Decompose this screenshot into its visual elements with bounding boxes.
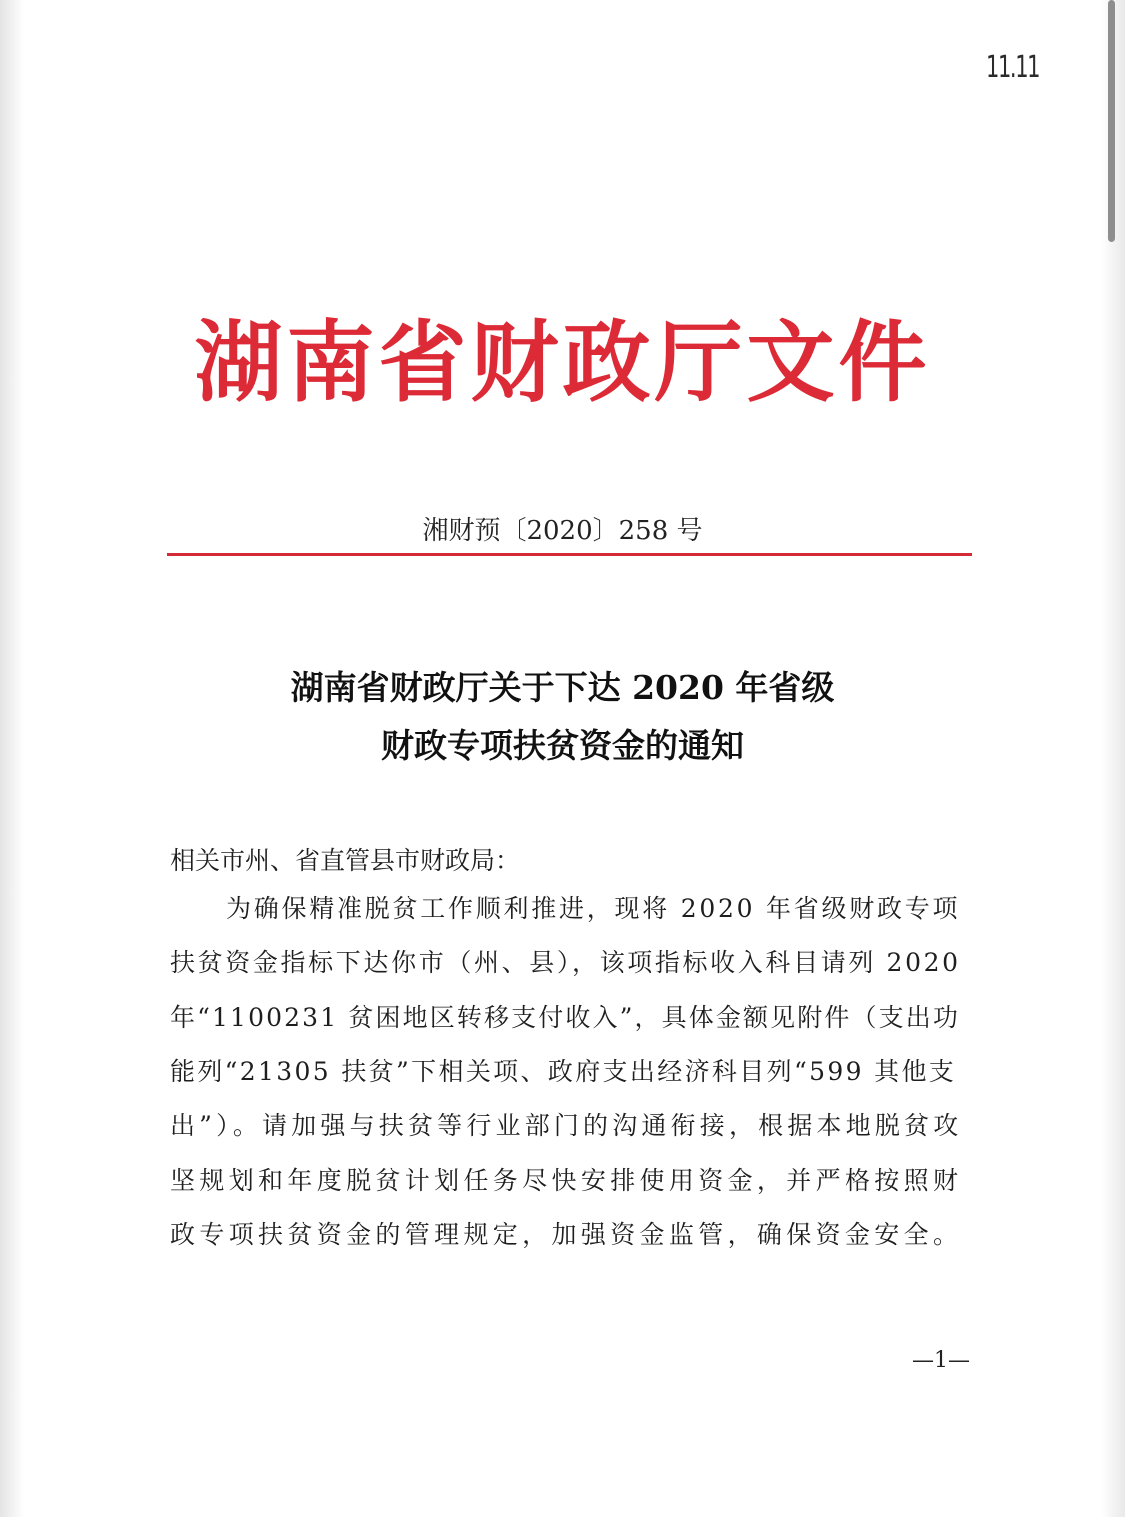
vertical-scrollbar[interactable] <box>1108 0 1115 242</box>
notice-title-line-2: 财政专项扶贫资金的通知 <box>381 726 744 765</box>
body-line: 政专项扶贫资金的管理规定，加强资金监管，确保资金安全。 <box>170 1220 963 1249</box>
salutation: 相关市州、省直管县市财政局： <box>170 846 521 875</box>
body-line: 为确保精准脱贫工作顺利推进，现将 2020 年省级财政专项 <box>226 894 961 923</box>
body-line: 年“1100231 贫困地区转移支付收入”，具体金额见附件（支出功 <box>170 1003 960 1032</box>
red-divider-line <box>167 553 972 556</box>
notice-title-line-1: 湖南省财政厅关于下达 2020 年省级 <box>290 668 835 707</box>
handwritten-note: 11.11 <box>986 50 1040 85</box>
body-line: 能列“21305 扶贫”下相关项、政府支出经济科目列“599 其他支 <box>170 1057 957 1086</box>
body-line: 坚规划和年度脱贫计划任务尽快安排使用资金，并严格按照财 <box>170 1166 963 1195</box>
body-line: 出”）。请加强与扶贫等行业部门的沟通衔接，根据本地脱贫攻 <box>170 1111 963 1140</box>
left-page-edge <box>0 0 24 1517</box>
masthead-title: 湖南省财政厅文件 <box>194 310 931 414</box>
page-number: —1— <box>912 1348 970 1373</box>
document-page <box>24 0 1101 1517</box>
body-line: 扶贫资金指标下达你市（州、县），该项指标收入科目请列 2020 <box>170 948 961 977</box>
document-number: 湘财预〔2020〕258 号 <box>422 516 703 546</box>
